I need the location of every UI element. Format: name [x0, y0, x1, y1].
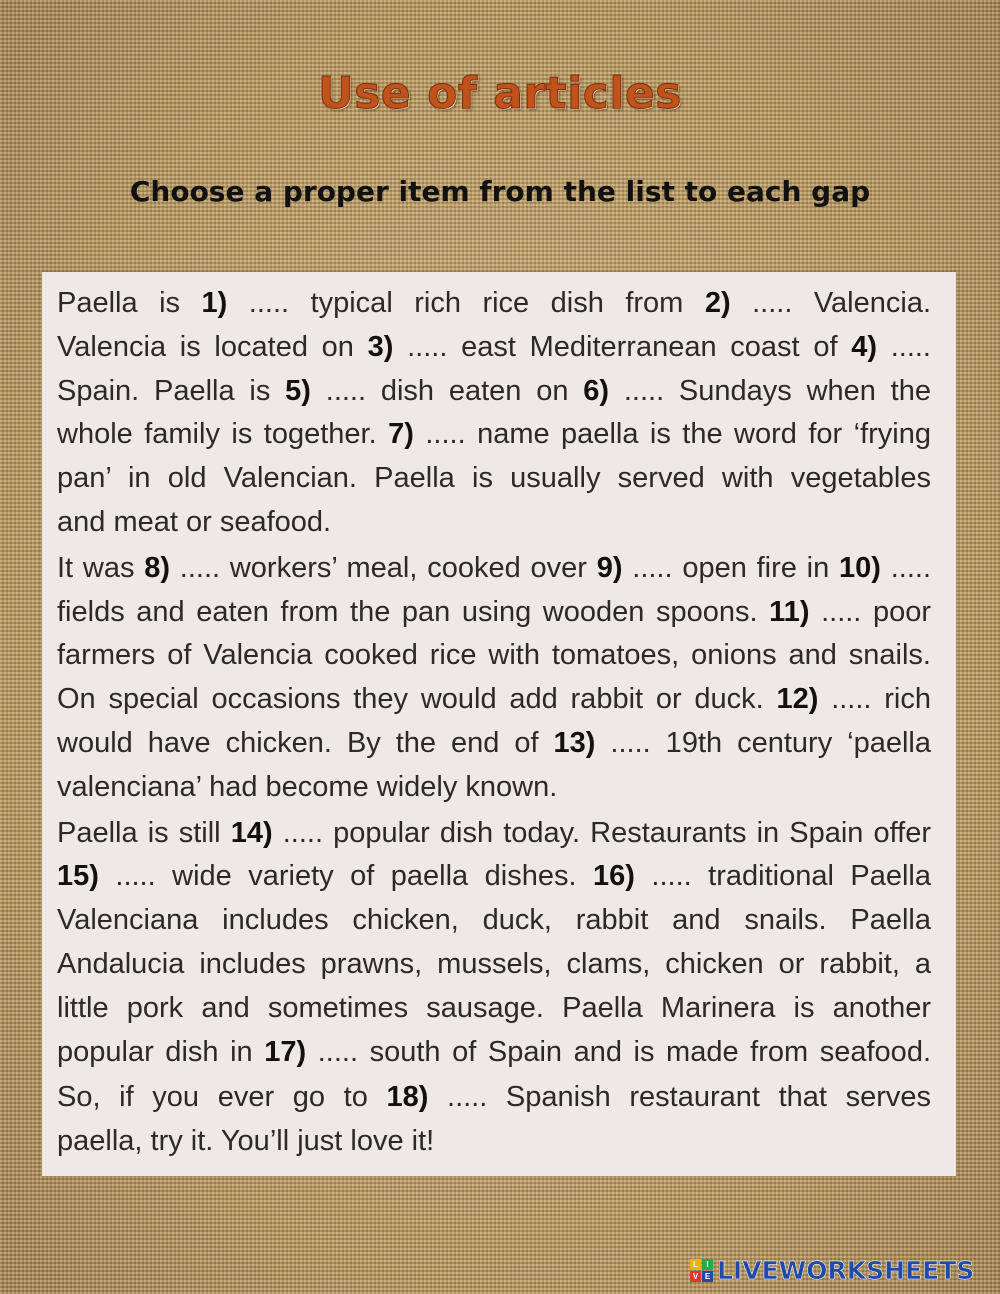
- gap-number: 4): [851, 330, 877, 363]
- passage-line: [57, 987, 931, 1031]
- passage-fragment: Spain. Paella is: [57, 374, 286, 407]
- passage-line: [57, 722, 931, 766]
- gap-number: 9): [596, 551, 623, 584]
- passage-fragment: So, if you ever go to: [57, 1081, 387, 1114]
- passage-fragment: ..... south of Spain and is made from seafood.: [306, 1035, 931, 1068]
- passage-fragment: Valenciana includes chicken, duck, rabbit and snails. Paella: [57, 904, 931, 937]
- passage-fragment: ..... workers’ meal, cooked over: [170, 551, 597, 584]
- passage-fragment: .....: [880, 551, 931, 584]
- gap-number: 8): [144, 551, 171, 584]
- passage-line: [57, 457, 931, 501]
- passage-fragment: Paella is still: [57, 816, 231, 849]
- gap-number: 18): [386, 1081, 429, 1114]
- page-title: Use of articles: [318, 68, 682, 119]
- passage-line: [57, 591, 931, 635]
- instruction-text: Choose a proper item from the list to each gap: [129, 175, 871, 208]
- passage-fragment: ..... dish eaten on: [310, 374, 584, 407]
- passage-fragment: ..... east Mediterranean coast of: [393, 330, 852, 363]
- passage-line: [57, 501, 931, 545]
- passage-fragment: It was: [57, 551, 145, 584]
- gap-number: 10): [839, 551, 881, 584]
- passage-fragment: ..... popular dish today. Restaurants in Spain offer: [272, 816, 931, 849]
- passage-fragment: valenciana’ had become widely known.: [57, 770, 558, 803]
- passage-fragment: and meat or seafood.: [57, 505, 332, 538]
- passage-line: [57, 326, 931, 370]
- passage-fragment: pan’ in old Valencian. Paella is usually served with vegetables: [57, 462, 931, 495]
- passage-fragment: ..... traditional Paella: [634, 860, 931, 893]
- gap-number: 11): [769, 595, 810, 628]
- passage-fragment: would have chicken. By the end of: [57, 726, 554, 759]
- passage-fragment: Paella is: [57, 287, 202, 319]
- passage-fragment: ..... Valencia.: [730, 287, 931, 319]
- passage-fragment: .....: [877, 330, 931, 363]
- gap-number: 17): [264, 1035, 307, 1068]
- passage-line: [57, 1120, 931, 1164]
- gap-number: 12): [776, 683, 819, 716]
- passage-line: [57, 812, 931, 856]
- passage-fragment: ..... Sundays when the: [609, 374, 931, 407]
- passage-fragment: ..... open fire in: [622, 551, 840, 584]
- passage-fragment: ..... 19th century ‘paella: [595, 726, 932, 759]
- passage-fragment: ..... name paella is the word for ‘frying: [413, 418, 931, 451]
- passage-line: [57, 1076, 931, 1120]
- gap-number: 5): [285, 374, 311, 407]
- liveworksheets-wordmark: LIVEWORKSHEETS: [717, 1255, 975, 1285]
- gap-number: 1): [201, 287, 228, 319]
- passage-line: [57, 678, 931, 722]
- liveworksheets-logo: [690, 1252, 974, 1288]
- passage-fragment: Andalucia includes prawns, mussels, clams, chicken or rabbit, a: [57, 947, 931, 980]
- passage-line: [57, 943, 931, 987]
- passage-fragment: fields and eaten from the pan using wooden spoons.: [57, 595, 770, 628]
- passage-fragment: popular dish in: [57, 1035, 265, 1068]
- passage-text: [57, 282, 931, 1164]
- passage-fragment: little pork and sometimes sausage. Paella Marinera is another: [57, 991, 931, 1024]
- gap-number: 2): [704, 287, 731, 319]
- gap-number: 15): [57, 860, 99, 893]
- passage-fragment: ..... Spanish restaurant that serves: [428, 1081, 931, 1114]
- passage-fragment: paella, try it. You’ll just love it!: [57, 1125, 435, 1158]
- gap-number: 16): [593, 860, 635, 893]
- gap-number: 13): [553, 726, 596, 759]
- gap-number: 3): [367, 330, 394, 363]
- passage-fragment: ..... wide variety of paella dishes.: [98, 860, 594, 893]
- passage-line: [57, 855, 931, 899]
- passage-fragment: Valencia is located on: [57, 330, 368, 363]
- passage-fragment: ..... rich: [818, 683, 931, 716]
- passage-fragment: On special occasions they would add rabbit or duck.: [57, 683, 777, 716]
- gap-number: 6): [583, 374, 610, 407]
- passage-line: [57, 547, 931, 591]
- passage-line: [57, 766, 931, 810]
- passage-fragment: farmers of Valencia cooked rice with tomatoes, onions and snails.: [57, 639, 931, 672]
- passage-line: [57, 413, 931, 457]
- gap-number: 7): [388, 418, 414, 451]
- passage-fragment: ..... typical rich rice dish from: [227, 287, 705, 319]
- passage-line: [57, 634, 931, 678]
- passage-fragment: ..... poor: [809, 595, 931, 628]
- gap-number: 14): [230, 816, 273, 849]
- passage-line: [57, 1031, 931, 1075]
- liveworksheets-icon: L I V E: [690, 1259, 713, 1282]
- passage-line: [57, 899, 931, 943]
- passage-line: [57, 370, 931, 414]
- passage-fragment: whole family is together.: [57, 418, 389, 451]
- passage-line: [57, 282, 931, 326]
